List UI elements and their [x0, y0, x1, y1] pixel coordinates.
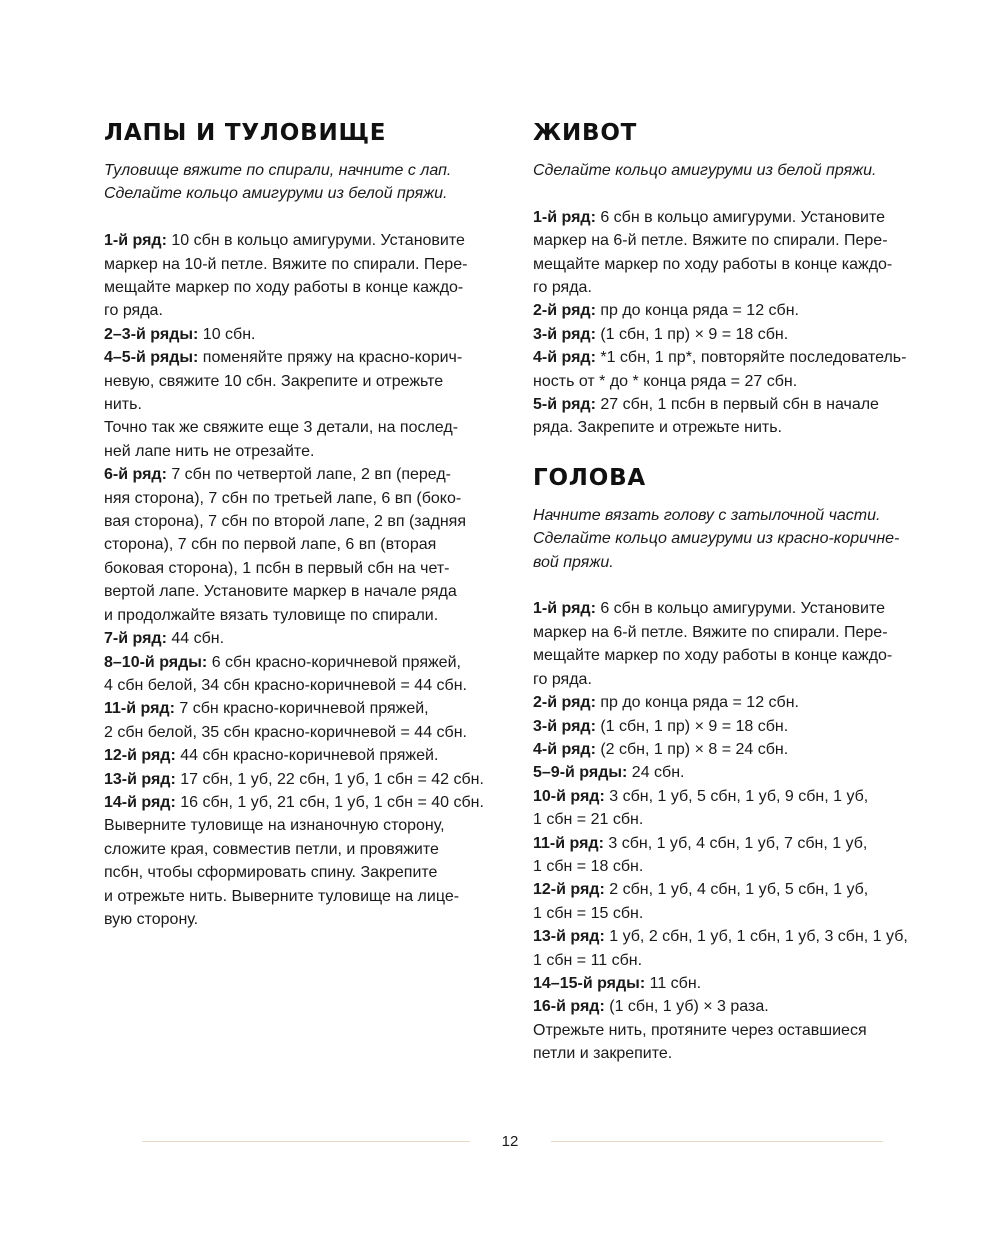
row-text: сложите края, совместив петли, и провяжите [104, 840, 439, 858]
row-text: 6 сбн в кольцо амигуруми. Установите [595, 600, 886, 618]
row-text: пр до конца ряда = 12 сбн. [595, 302, 799, 320]
instruction-line [104, 580, 504, 603]
row-text: 3 сбн, 1 уб, 5 сбн, 1 уб, 9 сбн, 1 уб, [604, 787, 869, 805]
section-head [533, 462, 933, 1066]
row-text: го ряда. [104, 302, 163, 320]
intro-line: Начните вязать голову с затылочной части. [533, 506, 881, 524]
intro-line: Туловище вяжите по спирали, начните с лап. [104, 162, 452, 179]
row-text: ней лапе нить не отрезайте. [104, 442, 315, 460]
section-paws-body [104, 117, 504, 931]
instruction-line [533, 299, 933, 322]
row-text: (2 сбн, 1 пр) × 8 = 24 сбн. [595, 740, 789, 758]
row-label: 5-й ряд: [533, 396, 596, 414]
row-text: 1 уб, 2 сбн, 1 уб, 1 сбн, 1 уб, 3 сбн, 1 уб, [604, 928, 908, 946]
instruction-line [533, 995, 933, 1018]
instruction-line [104, 861, 504, 884]
row-label: 3-й ряд: [533, 717, 596, 735]
row-text: (1 сбн, 1 пр) × 9 = 18 сбн. [595, 325, 789, 343]
row-text: 44 сбн красно-коричневой пряжей. [175, 747, 439, 765]
instruction-line [104, 323, 504, 346]
instruction-line [104, 370, 504, 393]
row-text: 10 сбн. [198, 325, 256, 343]
instruction-line [104, 416, 504, 439]
row-label: 4–5-й ряды: [104, 349, 199, 367]
row-label: 3-й ряд: [533, 325, 596, 343]
row-text: маркер на 6-й петле. Вяжите по спирали. Пере- [533, 232, 888, 250]
row-text: маркер на 6-й петле. Вяжите по спирали. Пере- [533, 623, 888, 641]
row-text: 2 сбн белой, 35 сбн красно-коричневой = 44 сбн. [104, 723, 467, 741]
row-text: 2 сбн, 1 уб, 4 сбн, 1 уб, 5 сбн, 1 уб, [604, 881, 869, 899]
instruction-line [533, 668, 933, 691]
instruction-line [533, 370, 933, 393]
instruction-line [104, 440, 504, 463]
instruction-line [533, 761, 933, 784]
instruction-line [104, 627, 504, 650]
instruction-line [104, 885, 504, 908]
row-label: 8–10-й ряды: [104, 653, 208, 671]
instruction-line [533, 878, 933, 901]
instruction-line [533, 972, 933, 995]
instruction-line [104, 533, 504, 556]
row-text: мещайте маркер по ходу работы в конце каждо- [533, 255, 893, 273]
row-text: боковая сторона), 1 псбн в первый сбн на чет- [104, 559, 450, 577]
row-text: петли и закрепите. [533, 1045, 673, 1063]
row-text: ряда. Закрепите и отрежьте нить. [533, 419, 782, 437]
row-text: (1 сбн, 1 уб) × 3 раза. [604, 998, 769, 1016]
instruction-line [533, 597, 933, 620]
row-label: 11-й ряд: [104, 700, 175, 718]
instruction-line [533, 925, 933, 948]
row-text: 11 сбн. [645, 974, 702, 992]
row-label: 14–15-й ряды: [533, 974, 646, 992]
page-number: 12 [501, 1133, 519, 1150]
instruction-line [104, 253, 504, 276]
instruction-line [533, 832, 933, 855]
footer-rule-left [142, 1141, 470, 1142]
row-label: 5–9-й ряды: [533, 764, 628, 782]
section-intro [533, 504, 933, 574]
section-title: ЖИВОТ [533, 120, 638, 146]
instruction-line [533, 785, 933, 808]
row-label: 2–3-й ряды: [104, 325, 199, 343]
row-label: 4-й ряд: [533, 349, 596, 367]
instruction-line [104, 604, 504, 627]
row-label: 11-й ряд: [533, 834, 604, 852]
row-text: маркер на 10-й петле. Вяжите по спирали. Пере- [104, 255, 468, 273]
row-text: ность от * до * конца ряда = 27 сбн. [533, 372, 798, 390]
footer-rule-right [551, 1141, 883, 1142]
instruction-line [104, 651, 504, 674]
row-text: 7 сбн красно-коричневой пряжей, [174, 700, 429, 718]
row-text: 10 сбн в кольцо амигуруми. Установите [166, 232, 465, 250]
instruction-line [104, 393, 504, 416]
row-text: го ряда. [533, 670, 592, 688]
instruction-line [533, 393, 933, 416]
row-text: невую, свяжите 10 сбн. Закрепите и отрежьте [104, 372, 444, 390]
instruction-line [104, 838, 504, 861]
row-label: 10-й ряд: [533, 787, 605, 805]
instruction-line [104, 674, 504, 697]
section-title: ЛАПЫ И ТУЛОВИЩЕ [104, 120, 387, 146]
row-label: 4-й ряд: [533, 740, 596, 758]
row-text: 27 сбн, 1 псбн в первый сбн в начале [595, 396, 879, 414]
row-label: 12-й ряд: [533, 881, 605, 899]
instruction-line [533, 346, 933, 369]
instruction-line [104, 744, 504, 767]
instruction-line [104, 557, 504, 580]
row-text: и отрежьте нить. Выверните туловище на лице- [104, 887, 460, 905]
instruction-line [533, 323, 933, 346]
row-text: вертой лапе. Установите маркер в начале ряда [104, 583, 457, 601]
row-label: 1-й ряд: [104, 232, 167, 250]
instruction-line [104, 908, 504, 931]
instruction-line [104, 229, 504, 252]
row-text: 16 сбн, 1 уб, 21 сбн, 1 уб, 1 сбн = 40 сбн. [175, 793, 484, 811]
instruction-line [104, 463, 504, 486]
instruction-lines [533, 597, 933, 1065]
row-text: 3 сбн, 1 уб, 4 сбн, 1 уб, 7 сбн, 1 уб, [603, 834, 868, 852]
section-spacer [533, 440, 933, 462]
intro-line: Сделайте кольцо амигуруми из красно-коричне- [533, 530, 900, 548]
instruction-line [533, 644, 933, 667]
instruction-line [104, 276, 504, 299]
row-text: Отрежьте нить, протяните через оставшиеся [533, 1021, 867, 1039]
instruction-line [533, 715, 933, 738]
instruction-lines [533, 206, 933, 440]
instruction-line [533, 276, 933, 299]
row-text: 7 сбн по четвертой лапе, 2 вп (перед- [166, 466, 451, 484]
row-text: 44 сбн. [166, 630, 225, 648]
instruction-line [533, 855, 933, 878]
right-column [533, 117, 933, 1066]
instruction-line [104, 299, 504, 322]
instruction-line [104, 768, 504, 791]
row-label: 2-й ряд: [533, 694, 596, 712]
row-label: 2-й ряд: [533, 302, 596, 320]
intro-line: Сделайте кольцо амигуруми из белой пряжи. [533, 162, 877, 179]
row-text: го ряда. [533, 279, 592, 297]
row-text: мещайте маркер по ходу работы в конце каждо- [104, 279, 464, 297]
instruction-line [533, 229, 933, 252]
row-label: 1-й ряд: [533, 600, 596, 618]
row-text: и продолжайте вязать туловище по спирали. [104, 606, 439, 624]
instruction-line [104, 510, 504, 533]
left-column [104, 117, 504, 931]
row-text: (1 сбн, 1 пр) × 9 = 18 сбн. [595, 717, 789, 735]
row-text: вая сторона), 7 сбн по второй лапе, 2 вп (задняя [104, 513, 466, 531]
row-text: псбн, чтобы сформировать спину. Закрепите [104, 864, 438, 882]
section-intro [533, 159, 933, 182]
instruction-line [104, 346, 504, 369]
instruction-line [533, 621, 933, 644]
row-label: 12-й ряд: [104, 747, 176, 765]
instruction-line [533, 253, 933, 276]
section-belly [533, 117, 933, 440]
row-label: 7-й ряд: [104, 630, 167, 648]
row-text: 6 сбн красно-коричневой пряжей, [207, 653, 461, 671]
row-label: 16-й ряд: [533, 998, 605, 1016]
row-text: Выверните туловище на изнаночную сторону, [104, 817, 445, 835]
row-label: 14-й ряд: [104, 793, 176, 811]
instruction-line [533, 206, 933, 229]
instruction-line [533, 902, 933, 925]
row-text: 6 сбн в кольцо амигуруми. Установите [595, 208, 886, 226]
instruction-line [104, 697, 504, 720]
instruction-line [104, 814, 504, 837]
row-text: 1 сбн = 21 сбн. [533, 811, 644, 829]
instruction-line [533, 416, 933, 439]
row-label: 13-й ряд: [533, 928, 605, 946]
instruction-line [533, 808, 933, 831]
instruction-line [533, 949, 933, 972]
row-text: 4 сбн белой, 34 сбн красно-коричневой = 44 сбн. [104, 676, 467, 694]
section-intro [104, 159, 504, 206]
instruction-line [533, 1042, 933, 1065]
row-text: мещайте маркер по ходу работы в конце каждо- [533, 647, 893, 665]
row-text: 1 сбн = 15 сбн. [533, 904, 644, 922]
intro-line: вой пряжи. [533, 553, 614, 571]
row-label: 1-й ряд: [533, 208, 596, 226]
row-text: 1 сбн = 11 сбн. [533, 951, 643, 969]
row-text: няя сторона), 7 сбн по третьей лапе, 6 вп (боко- [104, 489, 462, 507]
section-title: ГОЛОВА [533, 464, 646, 491]
row-text: вую сторону. [104, 910, 199, 928]
row-label: 6-й ряд: [104, 466, 167, 484]
row-label: 13-й ряд: [104, 770, 176, 788]
instruction-line [533, 691, 933, 714]
instruction-line [104, 721, 504, 744]
row-text: поменяйте пряжу на красно-корич- [198, 349, 463, 367]
instruction-line [104, 487, 504, 510]
instruction-line [533, 738, 933, 761]
instruction-lines [104, 229, 504, 931]
row-text: Точно так же свяжите еще 3 детали, на послед- [104, 419, 459, 437]
row-text: 17 сбн, 1 уб, 22 сбн, 1 уб, 1 сбн = 42 сбн. [175, 770, 484, 788]
row-text: *1 сбн, 1 пр*, повторяйте последователь- [595, 349, 907, 367]
page-footer [0, 1132, 1000, 1152]
row-text: 24 сбн. [627, 764, 685, 782]
instruction-line [533, 1019, 933, 1042]
row-text: нить. [104, 396, 142, 414]
row-text: пр до конца ряда = 12 сбн. [595, 694, 799, 712]
row-text: 1 сбн = 18 сбн. [533, 857, 644, 875]
instruction-line [104, 791, 504, 814]
intro-line: Сделайте кольцо амигуруми из белой пряжи. [104, 185, 448, 203]
row-text: сторона), 7 сбн по первой лапе, 6 вп (вторая [104, 536, 437, 554]
